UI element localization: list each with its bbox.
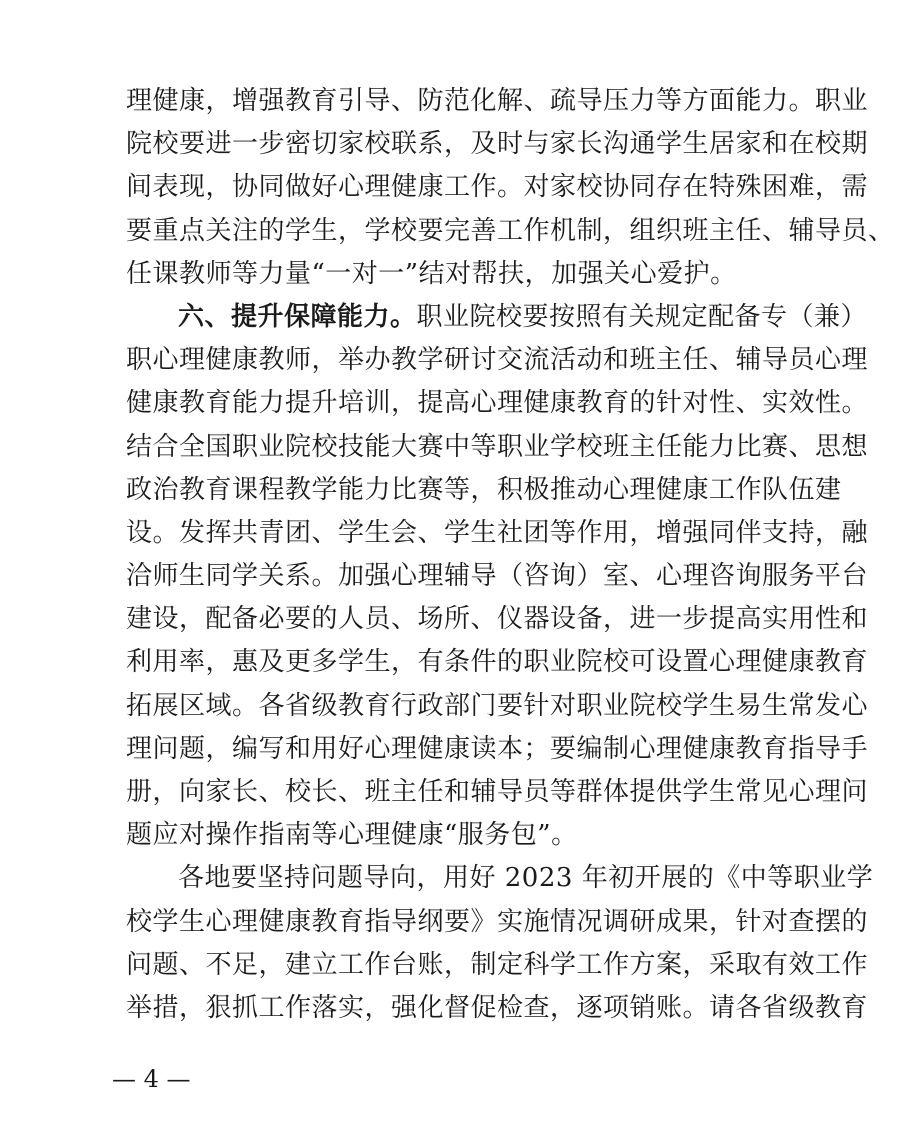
text-line: 健康教育能力提升培训，提高心理健康教育的针对性、实效性。 bbox=[126, 388, 869, 419]
text-line: 理问题，编写和用好心理健康读本；要编制心理健康教育指导手 bbox=[126, 733, 869, 764]
text-line: 题应对操作指南等心理健康“服务包”。 bbox=[126, 820, 578, 851]
text-line: 要重点关注的学生，学校要完善工作机制，组织班主任、辅导员、 bbox=[126, 215, 895, 246]
section-heading: 六、提升保障能力。 bbox=[178, 301, 417, 332]
text-span: 职业院校要按照有关规定配备专（兼） bbox=[416, 301, 868, 332]
paragraph-1 bbox=[126, 80, 895, 296]
paragraph-3 bbox=[126, 857, 874, 1030]
paragraph-2 bbox=[126, 296, 869, 857]
text-line: 举措，狠抓工作落实，强化督促检查，逐项销账。请各省级教育 bbox=[126, 992, 869, 1023]
text-line: 政治教育课程教学能力比赛等，积极推动心理健康工作队伍建 bbox=[126, 474, 842, 505]
text-line: 理健康，增强教育引导、防范化解、疏导压力等方面能力。职业 bbox=[126, 86, 869, 116]
text-line: 洽师生同学关系。加强心理辅导（咨询）室、心理咨询服务平台 bbox=[126, 561, 869, 592]
page-number: — 4 — bbox=[112, 1065, 191, 1093]
section-heading-line bbox=[126, 296, 868, 339]
text-line: 各地要坚持问题导向，用好 2023 年初开展的《中等职业学 bbox=[178, 863, 874, 894]
text-line: 册，向家长、校长、班主任和辅导员等群体提供学生常见心理问 bbox=[126, 777, 869, 807]
text-line: 职心理健康教师，举办教学研讨交流活动和班主任、辅导员心理 bbox=[126, 345, 869, 376]
text-line: 设。发挥共青团、学生会、学生社团等作用，增强同伴支持，融 bbox=[126, 517, 869, 548]
text-line: 任课教师等力量“一对一”结对帮扶，加强关心爱护。 bbox=[126, 258, 737, 289]
document-body bbox=[126, 80, 895, 1030]
text-line: 建设，配备必要的人员、场所、仪器设备，进一步提高实用性和 bbox=[126, 604, 869, 635]
text-line: 利用率，惠及更多学生，有条件的职业院校可设置心理健康教育 bbox=[126, 647, 869, 678]
text-line: 间表现，协同做好心理健康工作。对家校协同存在特殊困难，需 bbox=[126, 172, 869, 203]
text-line: 院校要进一步密切家校联系，及时与家长沟通学生居家和在校期 bbox=[126, 129, 869, 160]
text-line: 拓展区域。各省级教育行政部门要针对职业院校学生易生常发心 bbox=[126, 690, 869, 721]
text-line: 校学生心理健康教育指导纲要》实施情况调研成果，针对查摆的 bbox=[126, 906, 869, 937]
text-line: 结合全国职业院校技能大赛中等职业学校班主任能力比赛、思想 bbox=[126, 431, 869, 462]
text-line: 问题、不足，建立工作台账，制定科学工作方案，采取有效工作 bbox=[126, 949, 869, 980]
